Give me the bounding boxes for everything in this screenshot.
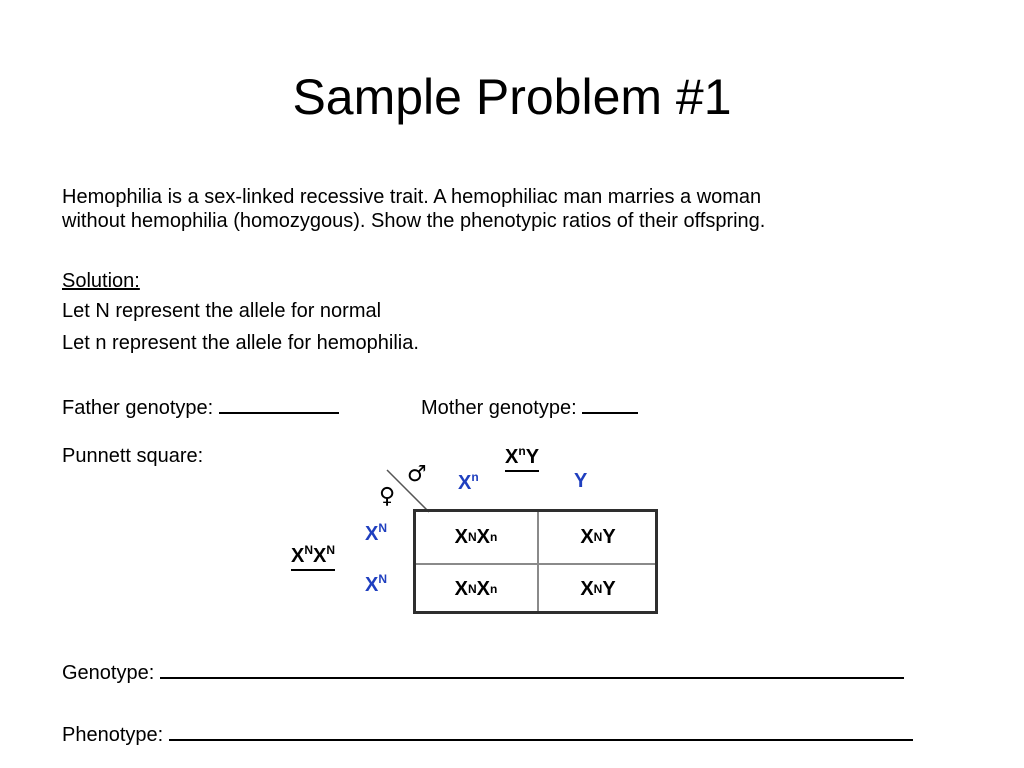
punnett-grid <box>413 509 658 614</box>
problem-line-2: without hemophilia (homozygous). Show the phenotypic ratios of their offspring. <box>62 210 766 232</box>
mother-genotype-blank <box>582 393 638 414</box>
punnett-cell: X N Y <box>580 577 616 600</box>
mother-genotype-header: $X^NX^N$ <box>291 543 335 571</box>
male-symbol-icon: ♂ <box>407 462 427 487</box>
row-header-1: $X^N$ <box>365 521 388 545</box>
mother-genotype-label: Mother genotype: <box>421 397 577 419</box>
father-genotype-header: $X^nY$ <box>505 444 539 472</box>
father-genotype-label: Father genotype: <box>62 397 214 419</box>
solution-line-1: Let N represent the allele for normal <box>62 300 382 322</box>
solution-line-2: Let n represent the allele for hemophilia. <box>62 332 419 354</box>
punnett-cell: X N Y <box>580 525 616 548</box>
genotype-label: Genotype: <box>62 662 155 684</box>
punnett-cell: X N X n <box>454 577 498 600</box>
punnett-cell: X N X n <box>454 525 498 548</box>
phenotype-answer-blank <box>169 720 913 741</box>
solution-heading: Solution: <box>62 270 140 292</box>
genotype-answer-blank <box>160 658 904 679</box>
slide-title: Sample Problem #1 <box>292 69 732 125</box>
col-header-2: Y <box>574 470 588 492</box>
row-header-2: $X^N$ <box>365 572 388 596</box>
female-symbol-icon: ♀ <box>379 484 396 509</box>
father-genotype-row <box>62 393 339 421</box>
mother-genotype-row <box>421 393 638 421</box>
father-genotype-blank <box>219 393 339 414</box>
genotype-answer-row <box>62 658 904 686</box>
col-header-1: $X^n$ <box>458 470 479 494</box>
punnett-label: Punnett square: <box>62 445 204 467</box>
phenotype-answer-row <box>62 720 913 748</box>
problem-line-1: Hemophilia is a sex-linked recessive trait. A hemophiliac man marries a woman <box>62 186 762 208</box>
phenotype-label: Phenotype: <box>62 724 164 746</box>
